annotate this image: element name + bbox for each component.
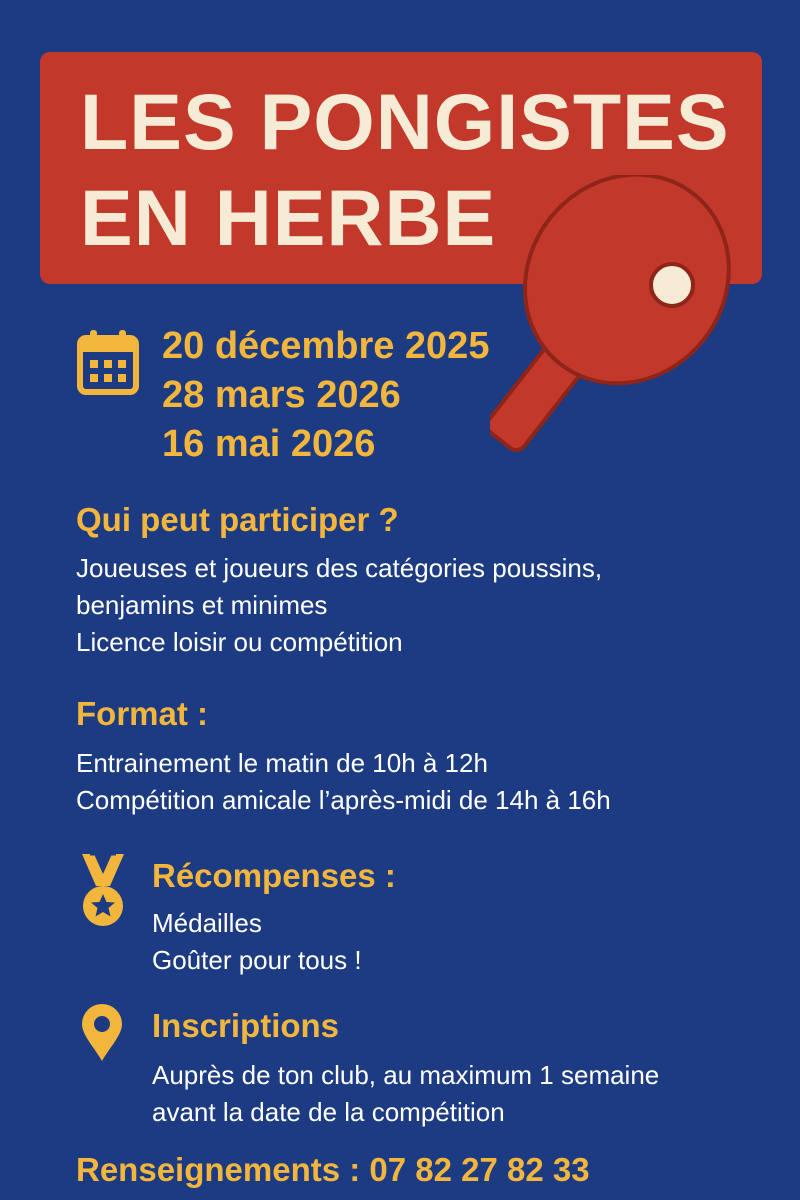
title-line-2: EN HERBE [80, 173, 497, 262]
registration-line-1: Auprès de ton club, au maximum 1 semaine [152, 1060, 660, 1090]
format-line-2: Compétition amicale l’après-midi de 14h à 16h [76, 785, 611, 815]
participants-line-1: Joueuses et joueurs des catégories poussins, [76, 553, 603, 583]
rewards-line-2: Goûter pour tous ! [152, 945, 362, 975]
date-3: 16 mai 2026 [162, 423, 376, 465]
date-1: 20 décembre 2025 [162, 325, 490, 367]
rewards-text [152, 905, 362, 979]
format-line-1: Entrainement le matin de 10h à 12h [76, 748, 488, 778]
date-2: 28 mars 2026 [162, 374, 401, 416]
location-pin-icon [80, 1003, 124, 1063]
registration-line-2: avant la date de la compétition [152, 1097, 505, 1127]
participants-heading: Qui peut participer ? [76, 501, 399, 538]
registration-heading: Inscriptions [152, 1007, 340, 1044]
format-text [76, 745, 611, 819]
ping-pong-paddle-icon [490, 175, 750, 485]
participants-line-2: benjamins et minimes [76, 590, 328, 620]
medal-icon [80, 852, 126, 930]
contact-info: Renseignements : 07 82 27 82 33 [76, 1151, 590, 1188]
calendar-icon [76, 328, 140, 396]
rewards-line-1: Médailles [152, 908, 262, 938]
registration-text [152, 1057, 659, 1131]
participants-line-3: Licence loisir ou compétition [76, 627, 403, 657]
participants-text [76, 550, 602, 661]
rewards-heading: Récompenses : [152, 857, 396, 894]
format-heading: Format : [76, 695, 208, 732]
event-dates [162, 322, 489, 469]
title-line-1: LES PONGISTES [80, 77, 730, 166]
